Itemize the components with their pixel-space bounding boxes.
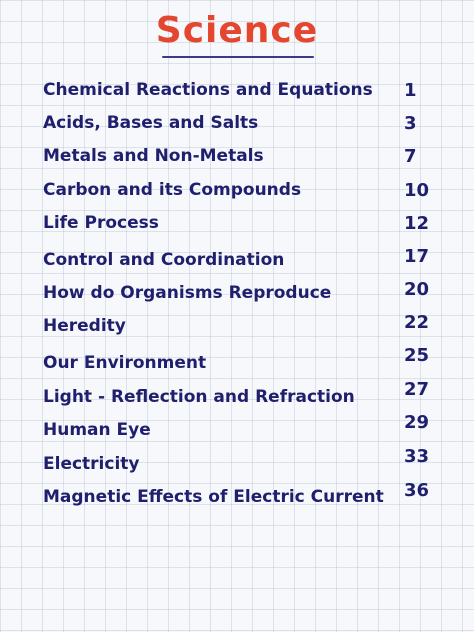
toc-page-6: 17 bbox=[404, 246, 430, 267]
toc-page-2: 3 bbox=[404, 113, 417, 134]
toc-chapter-13: Magnetic Effects of Electric Current bbox=[43, 487, 384, 507]
toc-chapter-5: Life Process bbox=[43, 213, 159, 233]
toc-chapter-9: Our Environment bbox=[43, 353, 207, 373]
toc-chapter-1: Chemical Reactions and Equations bbox=[43, 80, 373, 100]
page-title: Science bbox=[155, 10, 319, 51]
title-underline bbox=[162, 56, 314, 58]
toc-page-10: 27 bbox=[404, 379, 430, 400]
toc-page-13: 36 bbox=[404, 480, 430, 501]
toc-chapter-7: How do Organisms Reproduce bbox=[43, 283, 332, 303]
toc-page-3: 7 bbox=[404, 146, 417, 167]
toc-chapter-6: Control and Coordination bbox=[43, 250, 285, 270]
toc-page-5: 12 bbox=[404, 213, 430, 234]
toc-chapter-2: Acids, Bases and Salts bbox=[43, 113, 259, 133]
toc-chapter-8: Heredity bbox=[43, 316, 126, 336]
toc-chapter-11: Human Eye bbox=[43, 420, 151, 440]
toc-chapter-3: Metals and Non-Metals bbox=[43, 146, 264, 166]
toc-chapter-12: Electricity bbox=[43, 454, 140, 474]
toc-chapter-4: Carbon and its Compounds bbox=[43, 180, 302, 200]
toc-page-11: 29 bbox=[404, 412, 430, 433]
toc-page-1: 1 bbox=[404, 80, 417, 101]
toc-page-12: 33 bbox=[404, 446, 430, 467]
toc-page-4: 10 bbox=[404, 180, 430, 201]
toc-chapter-10: Light - Reflection and Refraction bbox=[43, 387, 355, 407]
toc-page-7: 20 bbox=[404, 279, 430, 300]
toc-page-8: 22 bbox=[404, 312, 430, 333]
toc-page-9: 25 bbox=[404, 345, 430, 366]
